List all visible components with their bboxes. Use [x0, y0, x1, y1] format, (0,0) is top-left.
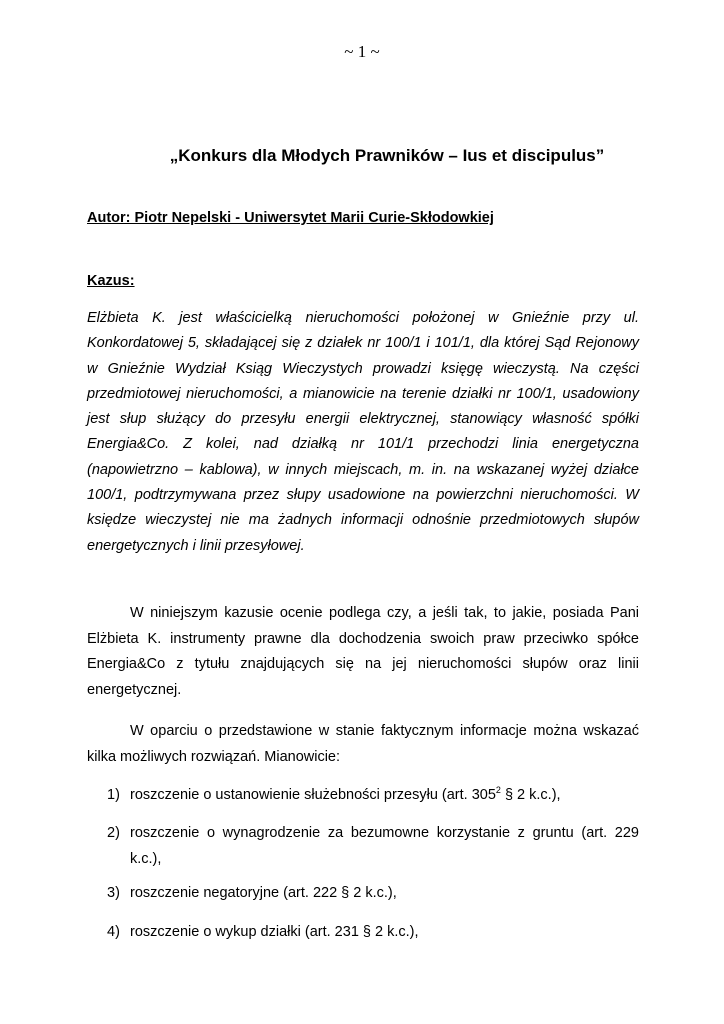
author-line: Autor: Piotr Nepelski - Uniwersytet Marii Curie-Skłodowkiej	[87, 210, 494, 226]
page-number: ~ 1 ~	[344, 42, 380, 61]
list-text: roszczenie o ustanowienie służebności przesyłu (art. $305^2$ § 2 k.c.),	[130, 785, 561, 803]
list-text: roszczenie o wynagrodzenie za bezumowne korzystanie z gruntu (art. 229 k.c.),	[130, 825, 639, 867]
paragraph: W oparciu o przedstawione w stanie faktycznym informacje można wskazać kilka możliwych rozwiązań. Mianowicie:	[87, 723, 639, 765]
list-text: roszczenie negatoryjne (art. 222 § 2 k.c.),	[130, 885, 397, 901]
list-number: 4)	[107, 924, 120, 940]
paragraph: W niniejszym kazusie ocenie podlega czy, a jeśli tak, to jakie, posiada Pani Elżbieta K. instrumenty prawne dla dochodzenia swoich praw przeciwko spółce Energia&Co z tytułu znajdujących się na jej nieruchomości słupów oraz linii energetycznej.	[87, 605, 639, 698]
case-heading: Kazus:	[87, 273, 135, 289]
document-title: „Konkurs dla Młodych Prawników – Ius et discipulus”	[169, 146, 605, 165]
list-text: roszczenie o wykup działki (art. 231 § 2 k.c.),	[130, 924, 419, 940]
list-number: 1)	[107, 787, 120, 803]
superscript: 2	[495, 785, 501, 796]
list-number: 3)	[107, 885, 120, 901]
case-description: Elżbieta K. jest właścicielką nieruchomości położonej w Gnieźnie przy ul. Konkordatowej 5, składającej się z działek nr 100/1 i 101/1, dla której Sąd Rejonowy w Gnieźnie Wydział Ksiąg Wieczystych prowadzi księgę wieczystą. Na części przedmiotowej nieruchomości, a mianowicie na terenie działki nr 100/1, usadowiony jest słup służący do przesyłu energii elektrycznej, stanowiący własność spółki Energia&Co. Z kolei, nad działką nr 101/1 przechodzi linia energetyczna (napowietrzno – kablowa), w innych miejscach, m. in. na wskazanej wyżej działce 100/1, podtrzymywana przez słupy usadowione na powierzchni nieruchomości. W księdze wieczystej nie ma żadnych informacji odnośnie przedmiotowych słupów energetycznych i linii przesyłowej.	[87, 310, 639, 554]
list-number: 2)	[107, 825, 120, 841]
